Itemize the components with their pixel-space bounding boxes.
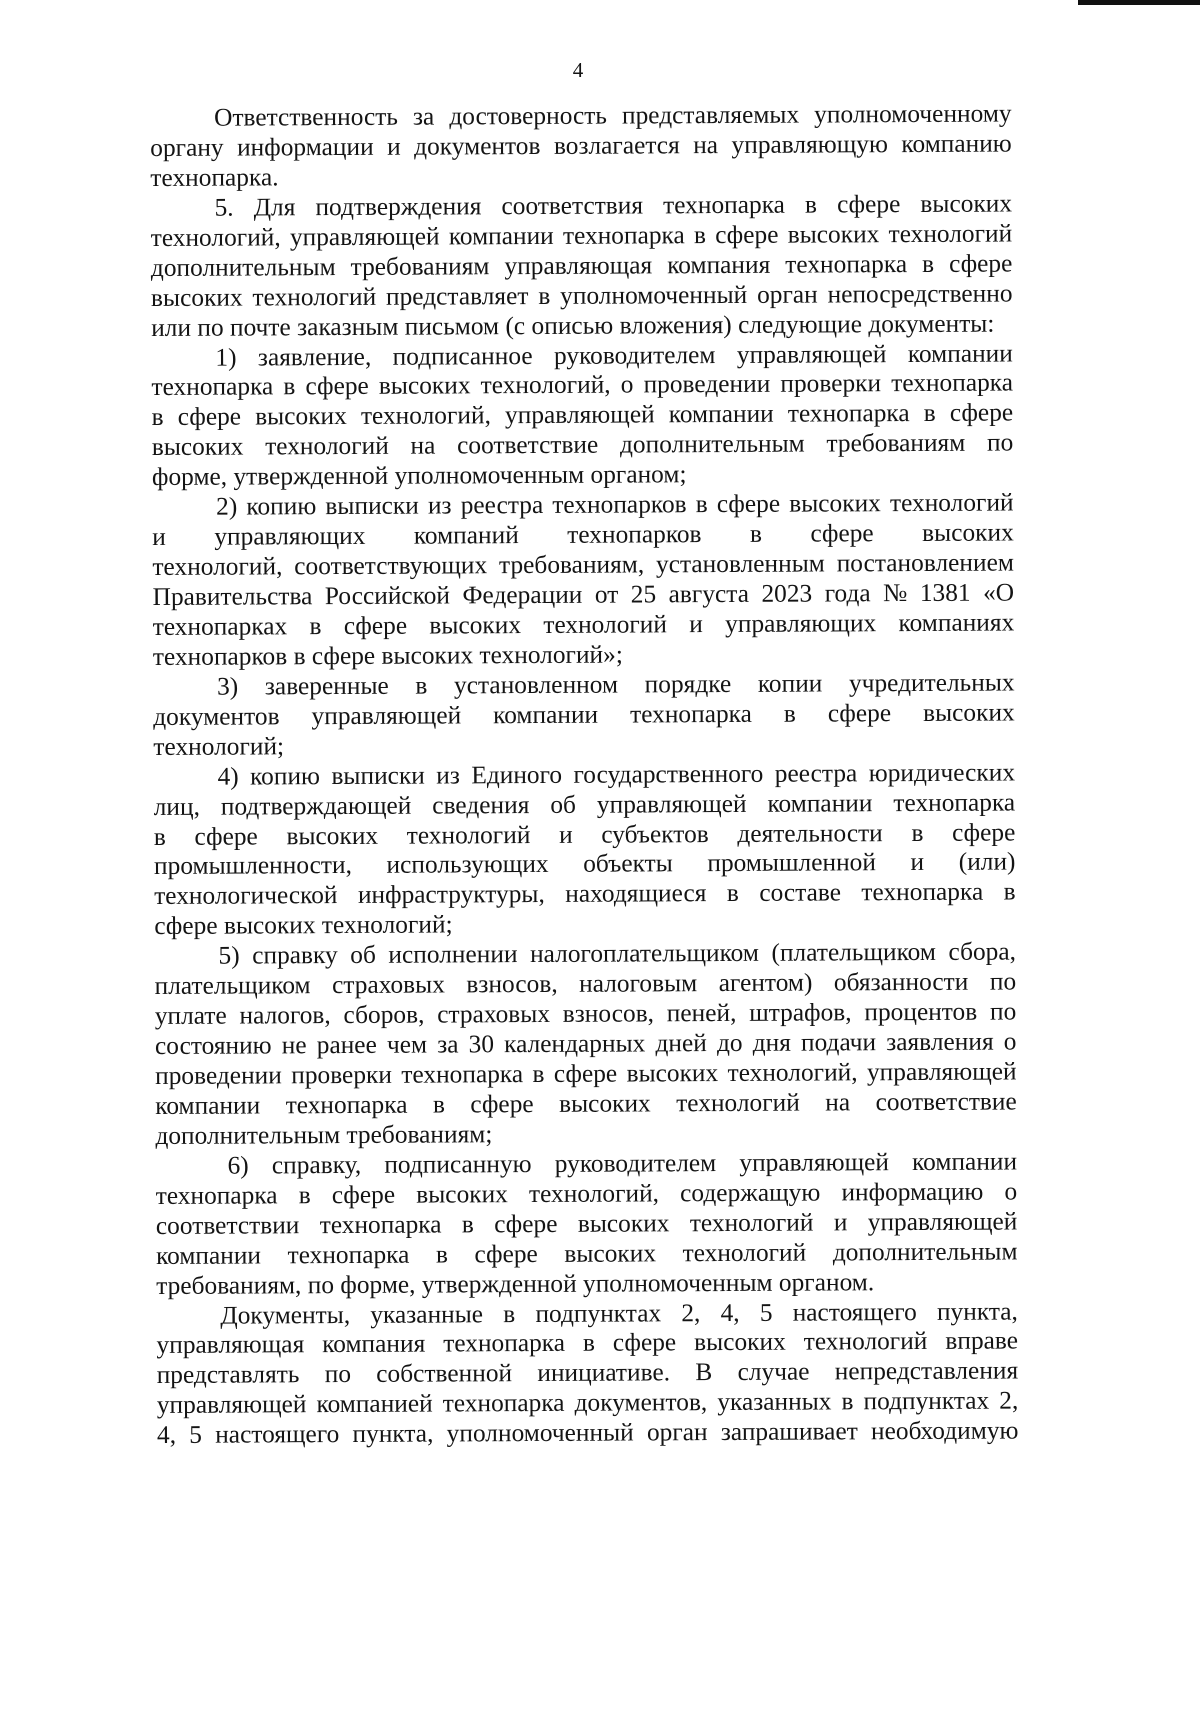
text-line: Правительства Российской Федерации от 25 августа 2023 года № 1381 «О: [152, 578, 1015, 611]
subpoint-4: [153, 758, 1016, 942]
text-line: требованиям, по форме, утвержденной уполномоченным органом.: [156, 1267, 875, 1300]
subpoint-2: [152, 489, 1015, 673]
text-line: в сфере высоких технологий, управляющей компании технопарка в сфере: [151, 398, 1014, 432]
text-line: технологий;: [153, 731, 285, 761]
text-line: 4, 5 настоящего пункта, уполномоченный орган запрашивает необходимую: [156, 1416, 1019, 1450]
text-line: технопарков в сфере высоких технологий»;: [152, 640, 623, 671]
text-line: уплате налогов, сборов, страховых взносов, пеней, штрафов, процентов по: [154, 997, 1017, 1031]
text-line: 5. Для подтверждения соответствия технопарка в сфере высоких: [214, 189, 1013, 222]
text-line: компании технопарка в сфере высоких технологий на соответствие: [155, 1087, 1017, 1120]
page-number: 4: [572, 58, 584, 82]
text-line: управляющей компанией технопарка документов, указанных в подпунктах 2,: [156, 1386, 1019, 1420]
text-line: лиц, подтверждающей сведения об управляющей компании технопарка: [153, 788, 1016, 821]
subpoint-3: [153, 668, 1015, 762]
text-line: плательщиком страховых взносов, налоговым агентом) обязанности по: [154, 967, 1017, 1001]
text-line: в сфере высоких технологий и субъектов деятельности в сфере: [153, 817, 1016, 851]
text-line: технологической инфраструктуры, находящиеся в составе технопарка в: [154, 877, 1016, 911]
text-line: 6) справку, подписанную руководителем управляющей компании: [227, 1147, 1018, 1180]
paragraph-responsibility: [150, 99, 1012, 193]
text-line: органу информации и документов возлагается на управляющую компанию: [150, 129, 1012, 162]
text-line: компании технопарка в сфере высоких технологий дополнительным: [155, 1237, 1018, 1270]
text-line: технопарках в сфере высоких технологий и управляющих компаниях: [152, 608, 1015, 641]
paragraph-point-5: [150, 189, 1013, 343]
text-line: Документы, указанные в подпунктах 2, 4, 5 настоящего пункта,: [220, 1296, 1018, 1330]
text-line: технологий, управляющей компании технопарка в сфере высоких технологий: [150, 219, 1013, 252]
text-line: проведении проверки технопарка в сфере высоких технологий, управляющей: [155, 1057, 1017, 1090]
text-line: или по почте заказным письмом (с описью вложения) следующие документы:: [151, 309, 995, 342]
text-line: технологий, соответствующих требованиям, установленным постановлением: [152, 548, 1014, 582]
scan-edge-mark: [1078, 0, 1200, 5]
text-line: высоких технологий представляет в уполномоченный орган непосредственно: [150, 279, 1013, 312]
paragraph-optional-documents: [156, 1297, 1019, 1451]
text-line: 3) заверенные в установленном порядке копии учредительных: [216, 668, 1015, 701]
subpoint-6: [155, 1147, 1018, 1301]
text-line: 5) справку об исполнении налогоплательщиком (плательщиком сбора,: [218, 937, 1017, 970]
text-line: 1) заявление, подписанное руководителем управляющей компании: [215, 338, 1013, 372]
text-line: Ответственность за достоверность представляемых уполномоченному: [213, 99, 1012, 132]
text-line: технопарка в сфере высоких технологий, о проведении проверки технопарка: [151, 368, 1014, 402]
document-body: [150, 99, 1019, 1451]
text-line: управляющая компания технопарка в сфере высоких технологий вправе: [156, 1326, 1019, 1360]
text-line: дополнительным требованиям;: [155, 1120, 493, 1150]
text-line: 4) копию выписки из Единого государственного реестра юридических: [217, 758, 1016, 791]
subpoint-1: [151, 339, 1014, 493]
text-line: технопарка.: [150, 163, 279, 192]
text-line: соответствии технопарка в сфере высоких технологий и управляющей: [155, 1207, 1018, 1240]
text-line: технопарка в сфере высоких технологий, содержащую информацию о: [155, 1177, 1018, 1210]
text-line: высоких технологий на соответствие дополнительным требованиям по: [151, 428, 1014, 462]
text-line: документов управляющей компании технопарка в сфере высоких: [153, 698, 1015, 731]
text-line: 2) копию выписки из реестра технопарков в сфере высоких технологий: [216, 488, 1014, 521]
subpoint-5: [154, 938, 1017, 1152]
text-line: и управляющих компаний технопарков в сфере высоких: [152, 518, 1014, 552]
text-line: состоянию не ранее чем за 30 календарных дней до дня подачи заявления о: [154, 1027, 1017, 1061]
text-line: промышленности, использующих объекты промышленной и (или): [153, 847, 1016, 881]
text-line: представлять по собственной инициативе. В случае непредставления: [156, 1356, 1019, 1390]
text-line: дополнительным требованиям управляющая компания технопарка в сфере: [150, 249, 1013, 282]
text-line: форме, утвержденной уполномоченным органом;: [151, 460, 687, 492]
text-line: сфере высоких технологий;: [154, 910, 453, 941]
